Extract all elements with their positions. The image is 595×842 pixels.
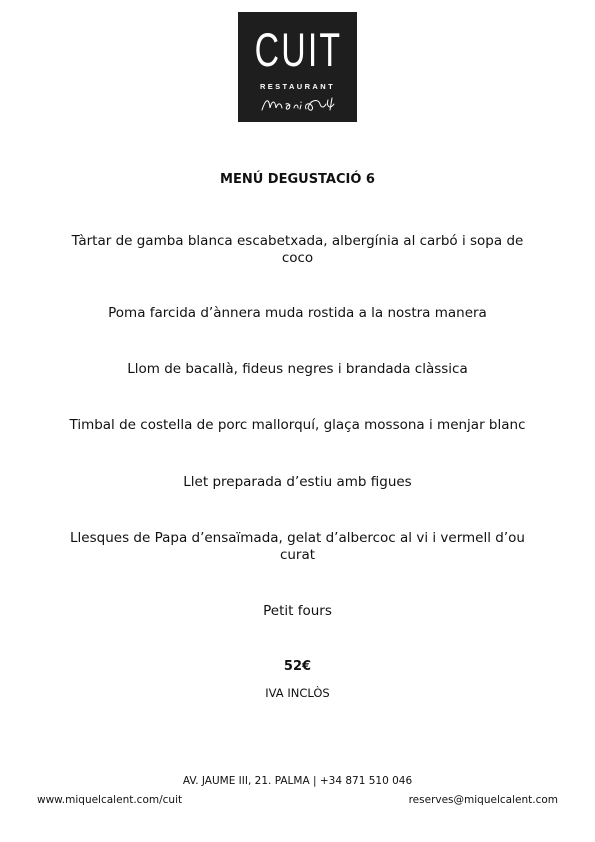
menu-title: MENÚ DEGUSTACIÓ 6: [220, 172, 375, 187]
footer-address: AV. JAUME III, 21. PALMA | +34 871 510 046: [182, 775, 413, 787]
menu-dish-4: Timbal de costella de porc mallorquí, glaça mossona i menjar blanc: [69, 417, 526, 433]
menu-price: 52€: [283, 659, 312, 674]
footer-email-link[interactable]: reserves@miquelcalent.com: [408, 794, 558, 806]
menu-dish-2: Poma farcida d’ànnera muda rostida a la nostra manera: [108, 305, 487, 321]
tax-note: IVA INCLÒS: [265, 686, 330, 700]
menu-dish-7: Petit fours: [263, 603, 332, 619]
restaurant-logo: [238, 12, 357, 122]
signature-mark: [260, 92, 338, 116]
menu-dish-6: Llesques de Papa d’ensaïmada, gelat d’albercoc al vi i vermell d’ou curat: [70, 530, 525, 563]
menu-dish-1: Tàrtar de gamba blanca escabetxada, albergínia al carbó i sopa de coco: [71, 233, 524, 266]
menu-dish-3: Llom de bacallà, fideus negres i brandada clàssica: [127, 361, 468, 377]
logo-wordmark: CUIT: [254, 23, 343, 76]
menu-dish-5: Llet preparada d’estiu amb figues: [183, 474, 412, 490]
logo-subtitle: RESTAURANT: [259, 82, 336, 91]
footer-website-link[interactable]: www.miquelcalent.com/cuit: [37, 794, 183, 806]
